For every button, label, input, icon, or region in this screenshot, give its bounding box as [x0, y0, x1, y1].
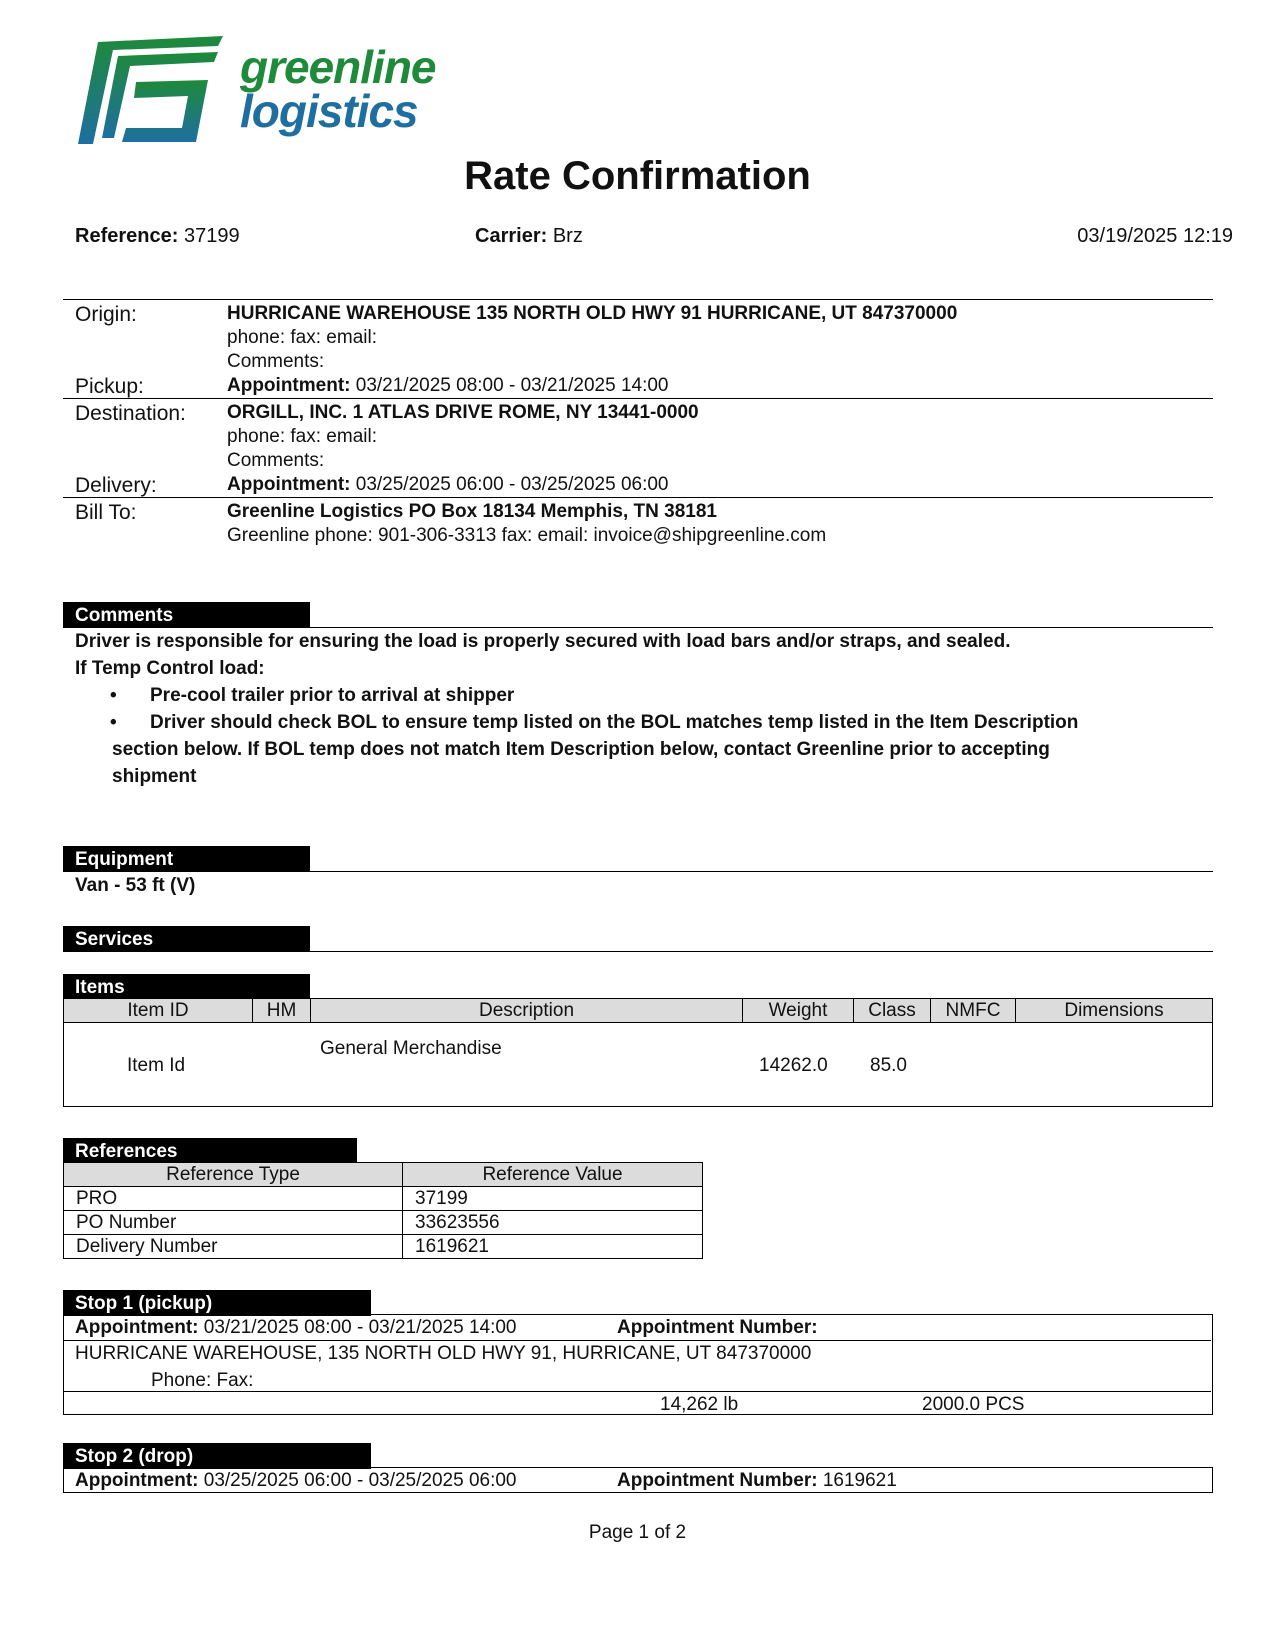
origin-label: Origin:	[75, 303, 137, 326]
logo-text-line2: logistics	[240, 85, 418, 137]
stop2-appt-value: 03/25/2025 06:00 - 03/25/2025 06:00	[203, 1470, 517, 1491]
stop1-appointment	[75, 1317, 517, 1339]
carrier-label: Carrier:	[475, 225, 548, 247]
col-hm: HM	[253, 999, 311, 1023]
bullet-dot-icon: •	[110, 685, 117, 706]
stop1-address: HURRICANE WAREHOUSE, 135 NORTH OLD HWY 91, HURRICANE, UT 847370000	[75, 1343, 812, 1364]
comments-bullet-2c: shipment	[112, 766, 197, 787]
bill-to-address: Greenline Logistics PO Box 18134 Memphis, TN 38181	[227, 501, 717, 522]
stop1-appointment-number	[617, 1317, 818, 1339]
stop2-box	[63, 1467, 1213, 1493]
pickup-label: Pickup:	[75, 375, 144, 398]
stop2-appointment	[75, 1470, 517, 1492]
page-number: Page 1 of 2	[588, 1522, 687, 1543]
delivery-label: Delivery:	[75, 474, 157, 497]
stop1-phone-fax: Phone: Fax:	[151, 1370, 254, 1391]
pickup-appointment	[227, 375, 669, 397]
bullet-dot-icon: •	[110, 712, 117, 733]
comments-section-header: Comments	[63, 602, 310, 628]
stop1-apptnum-label: Appointment Number:	[617, 1317, 818, 1338]
destination-address: ORGILL, INC. 1 ATLAS DRIVE ROME, NY 13441-0000	[227, 402, 699, 423]
reference-type-cell: Delivery Number	[64, 1235, 403, 1259]
items-row	[63, 1023, 1213, 1107]
destination-comments: Comments:	[227, 450, 325, 471]
page-title: Rate Confirmation	[464, 154, 811, 198]
stop1-box	[63, 1314, 1213, 1415]
services-section-header: Services	[63, 926, 310, 952]
company-logo	[78, 34, 438, 149]
table-row	[64, 1211, 703, 1235]
items-header-row	[64, 999, 1213, 1023]
divider	[63, 398, 1213, 399]
col-reference-type: Reference Type	[64, 1163, 403, 1187]
comments-bullet-2a: Driver should check BOL to ensure temp listed on the BOL matches temp listed in the Item Description	[150, 712, 1079, 733]
bill-to-contact: Greenline phone: 901-306-3313 fax: email: invoice@shipgreenline.com	[227, 525, 827, 546]
references-table	[63, 1162, 703, 1259]
reference-value-cell: 1619621	[403, 1235, 703, 1259]
divider	[310, 627, 1213, 628]
stop1-pieces: 2000.0 PCS	[922, 1394, 1025, 1415]
reference-field	[75, 225, 240, 248]
divider	[310, 951, 1213, 952]
stop2-appointment-number	[617, 1470, 897, 1492]
stop2-appt-label: Appointment:	[75, 1470, 199, 1491]
divider	[64, 1391, 1211, 1392]
table-row	[64, 1187, 703, 1211]
item-weight-cell: 14262.0	[759, 1055, 828, 1076]
divider	[310, 871, 1213, 872]
logo-text-line1: greenline	[240, 41, 436, 93]
comments-line-1: Driver is responsible for ensuring the load is properly secured with load bars and/or straps, and sealed.	[75, 631, 1011, 652]
col-dimensions: Dimensions	[1016, 999, 1213, 1023]
pickup-appt-value: 03/21/2025 08:00 - 03/21/2025 14:00	[355, 375, 669, 396]
table-row	[64, 1235, 703, 1259]
divider	[63, 497, 1213, 498]
col-description: Description	[311, 999, 743, 1023]
destination-contact: phone: fax: email:	[227, 426, 377, 447]
stop2-apptnum-value: 1619621	[822, 1470, 897, 1491]
references-header-row	[64, 1163, 703, 1187]
stop1-appt-label: Appointment:	[75, 1317, 199, 1338]
delivery-appointment	[227, 474, 669, 496]
delivery-appt-label: Appointment:	[227, 474, 351, 495]
reference-value-cell: 33623556	[403, 1211, 703, 1235]
item-class-cell: 85.0	[870, 1055, 907, 1076]
pickup-appt-label: Appointment:	[227, 375, 351, 396]
origin-address: HURRICANE WAREHOUSE 135 NORTH OLD HWY 91 HURRICANE, UT 847370000	[227, 303, 958, 324]
items-table	[63, 998, 1213, 1023]
document-datetime: 03/19/2025 12:19	[1077, 225, 1233, 247]
stop1-section-header: Stop 1 (pickup)	[63, 1290, 371, 1316]
reference-value-cell: 37199	[403, 1187, 703, 1211]
equipment-section-header: Equipment	[63, 846, 310, 872]
stop2-apptnum-label: Appointment Number:	[617, 1470, 818, 1491]
divider	[63, 299, 1213, 300]
col-weight: Weight	[743, 999, 854, 1023]
reference-type-cell: PRO	[64, 1187, 403, 1211]
col-item-id: Item ID	[64, 999, 253, 1023]
bill-to-label: Bill To:	[75, 501, 137, 524]
stop1-weight: 14,262 lb	[660, 1394, 739, 1415]
references-section-header: References	[63, 1138, 357, 1164]
carrier-field	[475, 225, 583, 248]
comments-bullet-2b: section below. If BOL temp does not match Item Description below, contact Greenline prior to accepting	[112, 739, 1050, 760]
item-id-cell: Item Id	[127, 1055, 186, 1076]
reference-label: Reference:	[75, 225, 179, 247]
comments-line-2: If Temp Control load:	[75, 658, 265, 679]
carrier-value: Brz	[552, 225, 583, 247]
col-class: Class	[854, 999, 931, 1023]
reference-type-cell: PO Number	[64, 1211, 403, 1235]
stop1-appt-value: 03/21/2025 08:00 - 03/21/2025 14:00	[203, 1317, 517, 1338]
stop2-section-header: Stop 2 (drop)	[63, 1443, 371, 1469]
equipment-value: Van - 53 ft (V)	[75, 875, 196, 896]
comments-bullet-1: Pre-cool trailer prior to arrival at shipper	[150, 685, 515, 706]
item-description-cell: General Merchandise	[320, 1038, 502, 1059]
origin-contact: phone: fax: email:	[227, 327, 377, 348]
delivery-appt-value: 03/25/2025 06:00 - 03/25/2025 06:00	[355, 474, 669, 495]
reference-value: 37199	[183, 225, 240, 247]
destination-label: Destination:	[75, 402, 186, 425]
col-reference-value: Reference Value	[403, 1163, 703, 1187]
col-nmfc: NMFC	[931, 999, 1016, 1023]
origin-comments: Comments:	[227, 351, 325, 372]
items-section-header: Items	[63, 974, 310, 1000]
divider	[64, 1340, 1211, 1341]
logo-mark-icon	[78, 34, 238, 149]
